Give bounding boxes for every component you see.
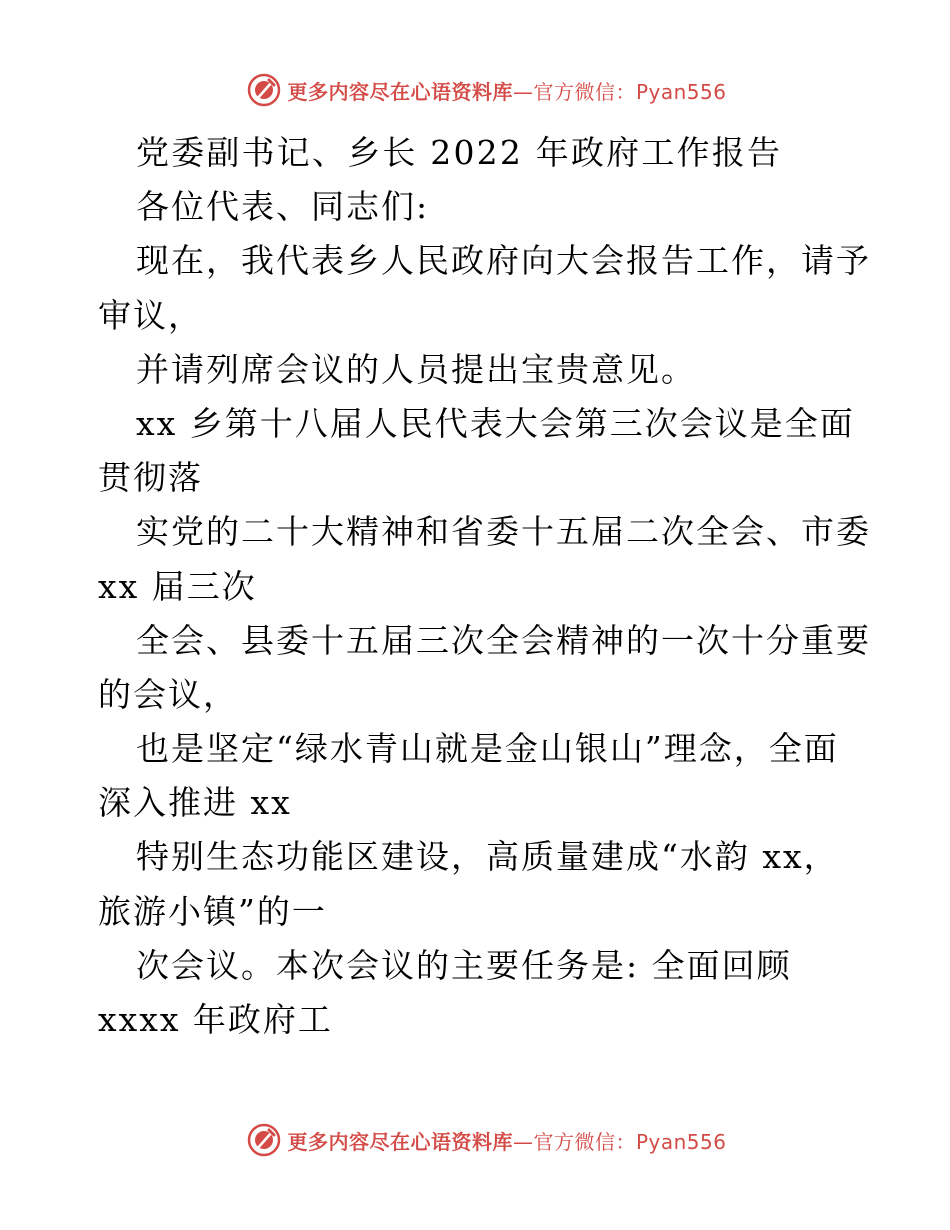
- paragraph-line: 旅游小镇”的一: [98, 891, 327, 931]
- pen-seal-icon: [247, 1123, 281, 1157]
- paragraph-line: 也是坚定“绿水青山就是金山银山”理念，全面: [136, 729, 839, 769]
- paragraph-line: 贯彻落: [98, 458, 203, 498]
- paragraph-line: 现在，我代表乡人民政府向大会报告工作，请予: [136, 241, 871, 281]
- paragraph-line: 并请列席会议的人员提出宝贵意见。: [136, 349, 696, 389]
- banner-content: [223, 73, 726, 107]
- banner-wechat: 官方微信：Pyan556: [533, 1129, 727, 1154]
- paragraph-line: 特别生态功能区建设，高质量建成“水韵 xx，: [136, 837, 839, 877]
- document-title: 党委副书记、乡长 2022 年政府工作报告: [136, 133, 783, 172]
- paragraph-line: 全会、县委十五届三次全会精神的一次十分重要: [136, 620, 871, 660]
- banner-wechat: 官方微信：Pyan556: [533, 79, 727, 104]
- paragraph-line: 实党的二十大精神和省委十五届二次全会、市委: [136, 512, 871, 552]
- paragraph-line: xx 届三次: [98, 566, 257, 606]
- banner-site-name: 更多内容尽在心语资料库: [287, 79, 513, 104]
- banner-dash: —: [512, 1129, 534, 1154]
- banner-text: [287, 76, 726, 105]
- pen-seal-icon: [247, 73, 281, 107]
- paragraph-line: 次会议。本次会议的主要任务是: 全面回顾: [136, 945, 792, 985]
- paragraph-line: xxxx 年政府工: [98, 1000, 333, 1039]
- banner-dash: —: [512, 79, 534, 104]
- banner-text: [287, 1126, 726, 1155]
- footer-banner: [0, 1120, 950, 1160]
- paragraph-line: 审议，: [98, 295, 203, 335]
- header-banner: [0, 70, 950, 110]
- paragraph-line: xx 乡第十八届人民代表大会第三次会议是全面: [136, 403, 855, 443]
- document-body: [98, 126, 871, 1047]
- salutation: 各位代表、同志们:: [136, 187, 430, 227]
- paragraph-line: 的会议，: [98, 674, 238, 714]
- banner-site-name: 更多内容尽在心语资料库: [287, 1129, 513, 1154]
- banner-content: [223, 1123, 726, 1157]
- paragraph-line: 深入推进 xx: [98, 783, 292, 823]
